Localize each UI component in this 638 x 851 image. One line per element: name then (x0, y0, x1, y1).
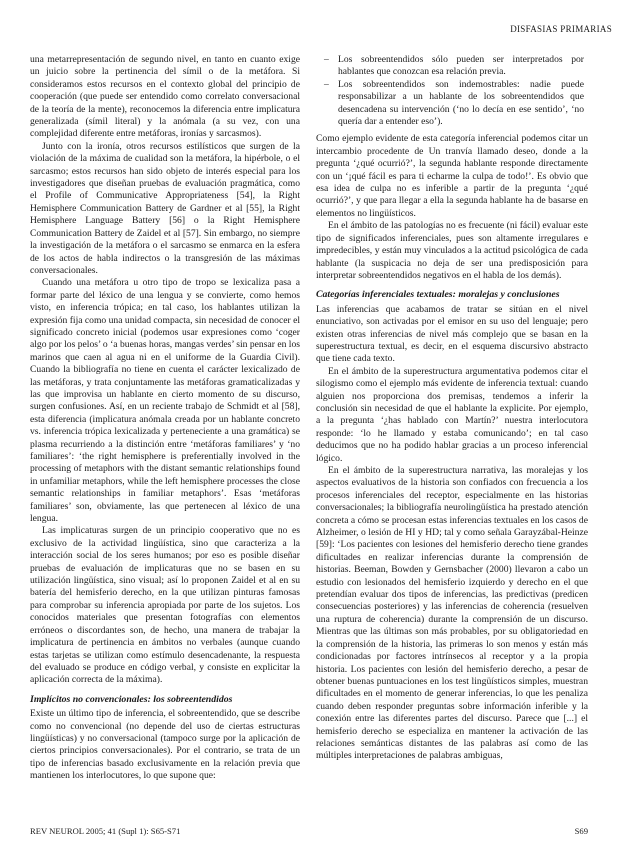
section-heading: Implícitos no convencionales: los sobreentendidos (30, 693, 233, 705)
body-paragraph: En el ámbito de las patologías no es frecuente (ni fácil) evaluar este tipo de significados inferenciales, pues son altamente irregulares e impredecibles, y están muy vinculados a la actitud psicológica de cada hablante (la suspicacia no deja de ser una predisposición para interpretar sobreentendidos negativos en el habla de los demás). (316, 220, 588, 281)
section-heading: Categorías inferenciales textuales: moralejas y conclusiones (316, 289, 560, 301)
body-paragraph: En el ámbito de la superestructura argumentativa podemos citar el silogismo como el ejemplo más evidente de inferencia textual: cuando alguien nos proporciona dos premisas, tendemos a inferir la conclusión sin necesidad de que el hablante la explicite. Por ejemplo, a la pregunta ‘¿has hablado con Martín?’ nuestra interlocutora responde: ‘lo he llamado y estaba comunicando’; en tal caso deducimos que no ha podido hablar gracias a un proceso inferencial lógico. (316, 365, 588, 464)
body-paragraph: En el ámbito de la superestructura narrativa, las moralejas y los aspectos evaluativos de la historia son confiados con frecuencia a los procesos inferenciales del receptor, especialmente en las historias conversacionales; la bibliografía neurolingüística ha prestado atención concreta a cómo se procesan estas inferencias textuales en los casos de Alzheimer, o lesión de HI y HD; tal y como señala Garayzábal-Heinze [59]: ‘Los pacientes con lesiones del hemisferio derecho tiene grandes dificultades en realizar inferencias durante la comprensión de historias. Beeman, Bowden y Gernsbacher (2000) llevaron a cabo un estudio con lesionados del hemisferio izquierdo y derecho en el que pretendían evaluar dos tipos de inferencias, las predictivas (predicen consecuencias posteriores) y las inferencias de coherencia (resuelven una ruptura de coherencia) durante la comprensión de un discurso. Mientras que las últimas son más probables, por su obligatoriedad en la comprensión de la historia, las primeras lo son menos y están más condicionadas por factores intrínsecos al receptor y a la propia historia. Los pacientes con lesión del hemisferio derecho, a pesar de obtener buenas puntuaciones en los test lingüísticos simples, muestran dificultades en el momento de generar inferencias, lo que les penaliza cuando deben responder preguntas sobre información inferible y la conexión entre las diferentes partes del discurso. Parece que [...] el hemisferio derecho se especializa en mantener la activación de las relaciones semánticas distantes de las palabras así como de las múltiples interpretaciones de palabras ambiguas, (316, 465, 588, 762)
list-item: – Los sobreentendidos sólo pueden ser interpretados por hablantes que conozcan esa relación previa. (316, 54, 588, 79)
dash-list (316, 54, 588, 128)
body-paragraph: Las implicaturas surgen de un principio cooperativo que no es exclusivo de la actividad lingüística, sino que caracteriza a la interacción social de los seres humanos; por eso es posible diseñar pruebas de evaluación de implicaturas que no se basen en su utilización lingüística, sino visual; así lo proponen Zaidel et al en su batería del hemisferio derecho, en la que utilizan pinturas famosas para comprobar su inferencia apropiada por parte de los sujetos. Los conocidos materiales que presentan fotografías con elementos erróneos o discordantes son, de hecho, una manera de trabajar la implicatura de pertinencia en ámbitos no verbales (aunque cuando estas tarjetas se utilizan como estímulo desencadenante, la respuesta del evaluado se produce en código verbal, y consiste en explicitar la aplicación correcta de la máxima). (30, 525, 300, 686)
body-paragraph: Junto con la ironía, otros recursos estilísticos que surgen de la violación de la máxima de cualidad son la metáfora, la hipérbole, o el sarcasmo; estos recursos han sido objeto de interés especial para los investigadores que diseñan pruebas de evaluación pragmática, como el Profile of Communicative Appropriateness [54], la Right Hemisphere Communication Battery de Gardner et al [55], la Right Hemisphere Language Battery [56] o la Right Hemisphere Communication Battery de Zaidel et al [57]. Sin embargo, no siempre la investigación de la metáfora o el sarcasmo se enmarca en la esfera de los actos de habla indirectos o la transgresión de las máximas conversacionales. (30, 140, 300, 276)
page-number: S69 (574, 826, 588, 836)
body-paragraph: Cuando una metáfora u otro tipo de tropo se lexicaliza pasa a formar parte del léxico de una lengua y se convierte, como hemos visto, en inferencia trópica; en tal caso, los hablantes utilizan la expresión fija como una unidad compacta, sin necesidad de conocer el significado concreto inicial (podemos usar expresiones como ‘coger algo por los pelos’ o ‘a buenas horas, mangas verdes’ sin pensar en los marinos que caen al agua ni en el uniforme de la Guardia Civil). Cuando la bibliografía no tiene en cuenta el carácter lexicalizado de las metáforas, y trata conjuntamente las metáforas gramaticalizadas y las que improvisa un hablante en cierto momento de su discurso, surgen confusiones. Así, en un reciente trabajo de Schmidt et al [58], esta diferencia (implicatura anómala creada por un hablante concreto vs. inferencia trópica lexicalizada y perteneciente a una gramática) se plasma recurriendo a la distinción entre ‘metáforas familiares’ y ‘no familiares’: ‘the right hemisphere is preferentially involved in the processing of metaphors with the distant semantic relationships found in unfamiliar metaphors, while the left hemisphere processes the close semantic relationships in familiar metaphors’. Esas ‘metáforas familiares’ son, obviamente, las que pertenecen al léxico de una lengua. (30, 277, 300, 525)
list-item: – Los sobreentendidos son indemostrables: nadie puede responsabilizar a un hablante de los sobreentendidos que desencadena su intervención (‘no lo decía en ese sentido’, ‘no quería dar a entender eso’). (316, 79, 588, 129)
right-column (316, 54, 588, 763)
body-paragraph: Existe un último tipo de inferencia, el sobreentendido, que se describe como no convencional (no depende del uso de ciertas estructuras lingüísticas) y no conversacional (tampoco surge por la aplicación de ciertos principios conversacionales). Por el contrario, se trata de un tipo de inferencias basado exclusivamente en la relación previa que mantienen los interlocutores, lo que supone que: (30, 708, 300, 782)
body-paragraph: una metarrepresentación de segundo nivel, en tanto en cuanto exige un juicio sobre la pertinencia del símil o de la metáfora. Si consideramos estos recursos en el contexto global del principio de cooperación (que puede ser entendido como correlato conversacional de la teoría de la mente), reconocemos la diferencia entre implicatura generalizada (símil literal) y la anómala (a su vez, con una complejidad diferente entre metáforas, ironías y sarcasmos). (30, 54, 300, 140)
running-header: DISFASIAS PRIMARIAS (510, 24, 612, 34)
body-paragraph: Como ejemplo evidente de esta categoría inferencial podemos citar un intercambio procedente de Un tranvía llamado deseo, donde a la pregunta ‘¿qué ocurrió?’, la segunda hablante responde directamente con un ‘¡qué fácil es para ti echarme la culpa de todo!’. Es obvio que esa idea de culpa no es inferible a partir de la pregunta ‘¿qué ocurrió?’, y que para llegar a ella la segunda hablante ha de basarse en elementos no lingüísticos. (316, 133, 588, 219)
left-column (30, 54, 300, 783)
body-paragraph: Las inferencias que acabamos de tratar se sitúan en el nivel enunciativo, son activadas por el emisor en su uso del lenguaje; pero existen otras inferencias de nivel más complejo que se basan en la superestructura textual, es decir, en el esquema discursivo abstracto que tiene cada texto. (316, 303, 588, 365)
journal-citation: REV NEUROL 2005; 41 (Supl 1): S65-S71 (30, 826, 181, 836)
